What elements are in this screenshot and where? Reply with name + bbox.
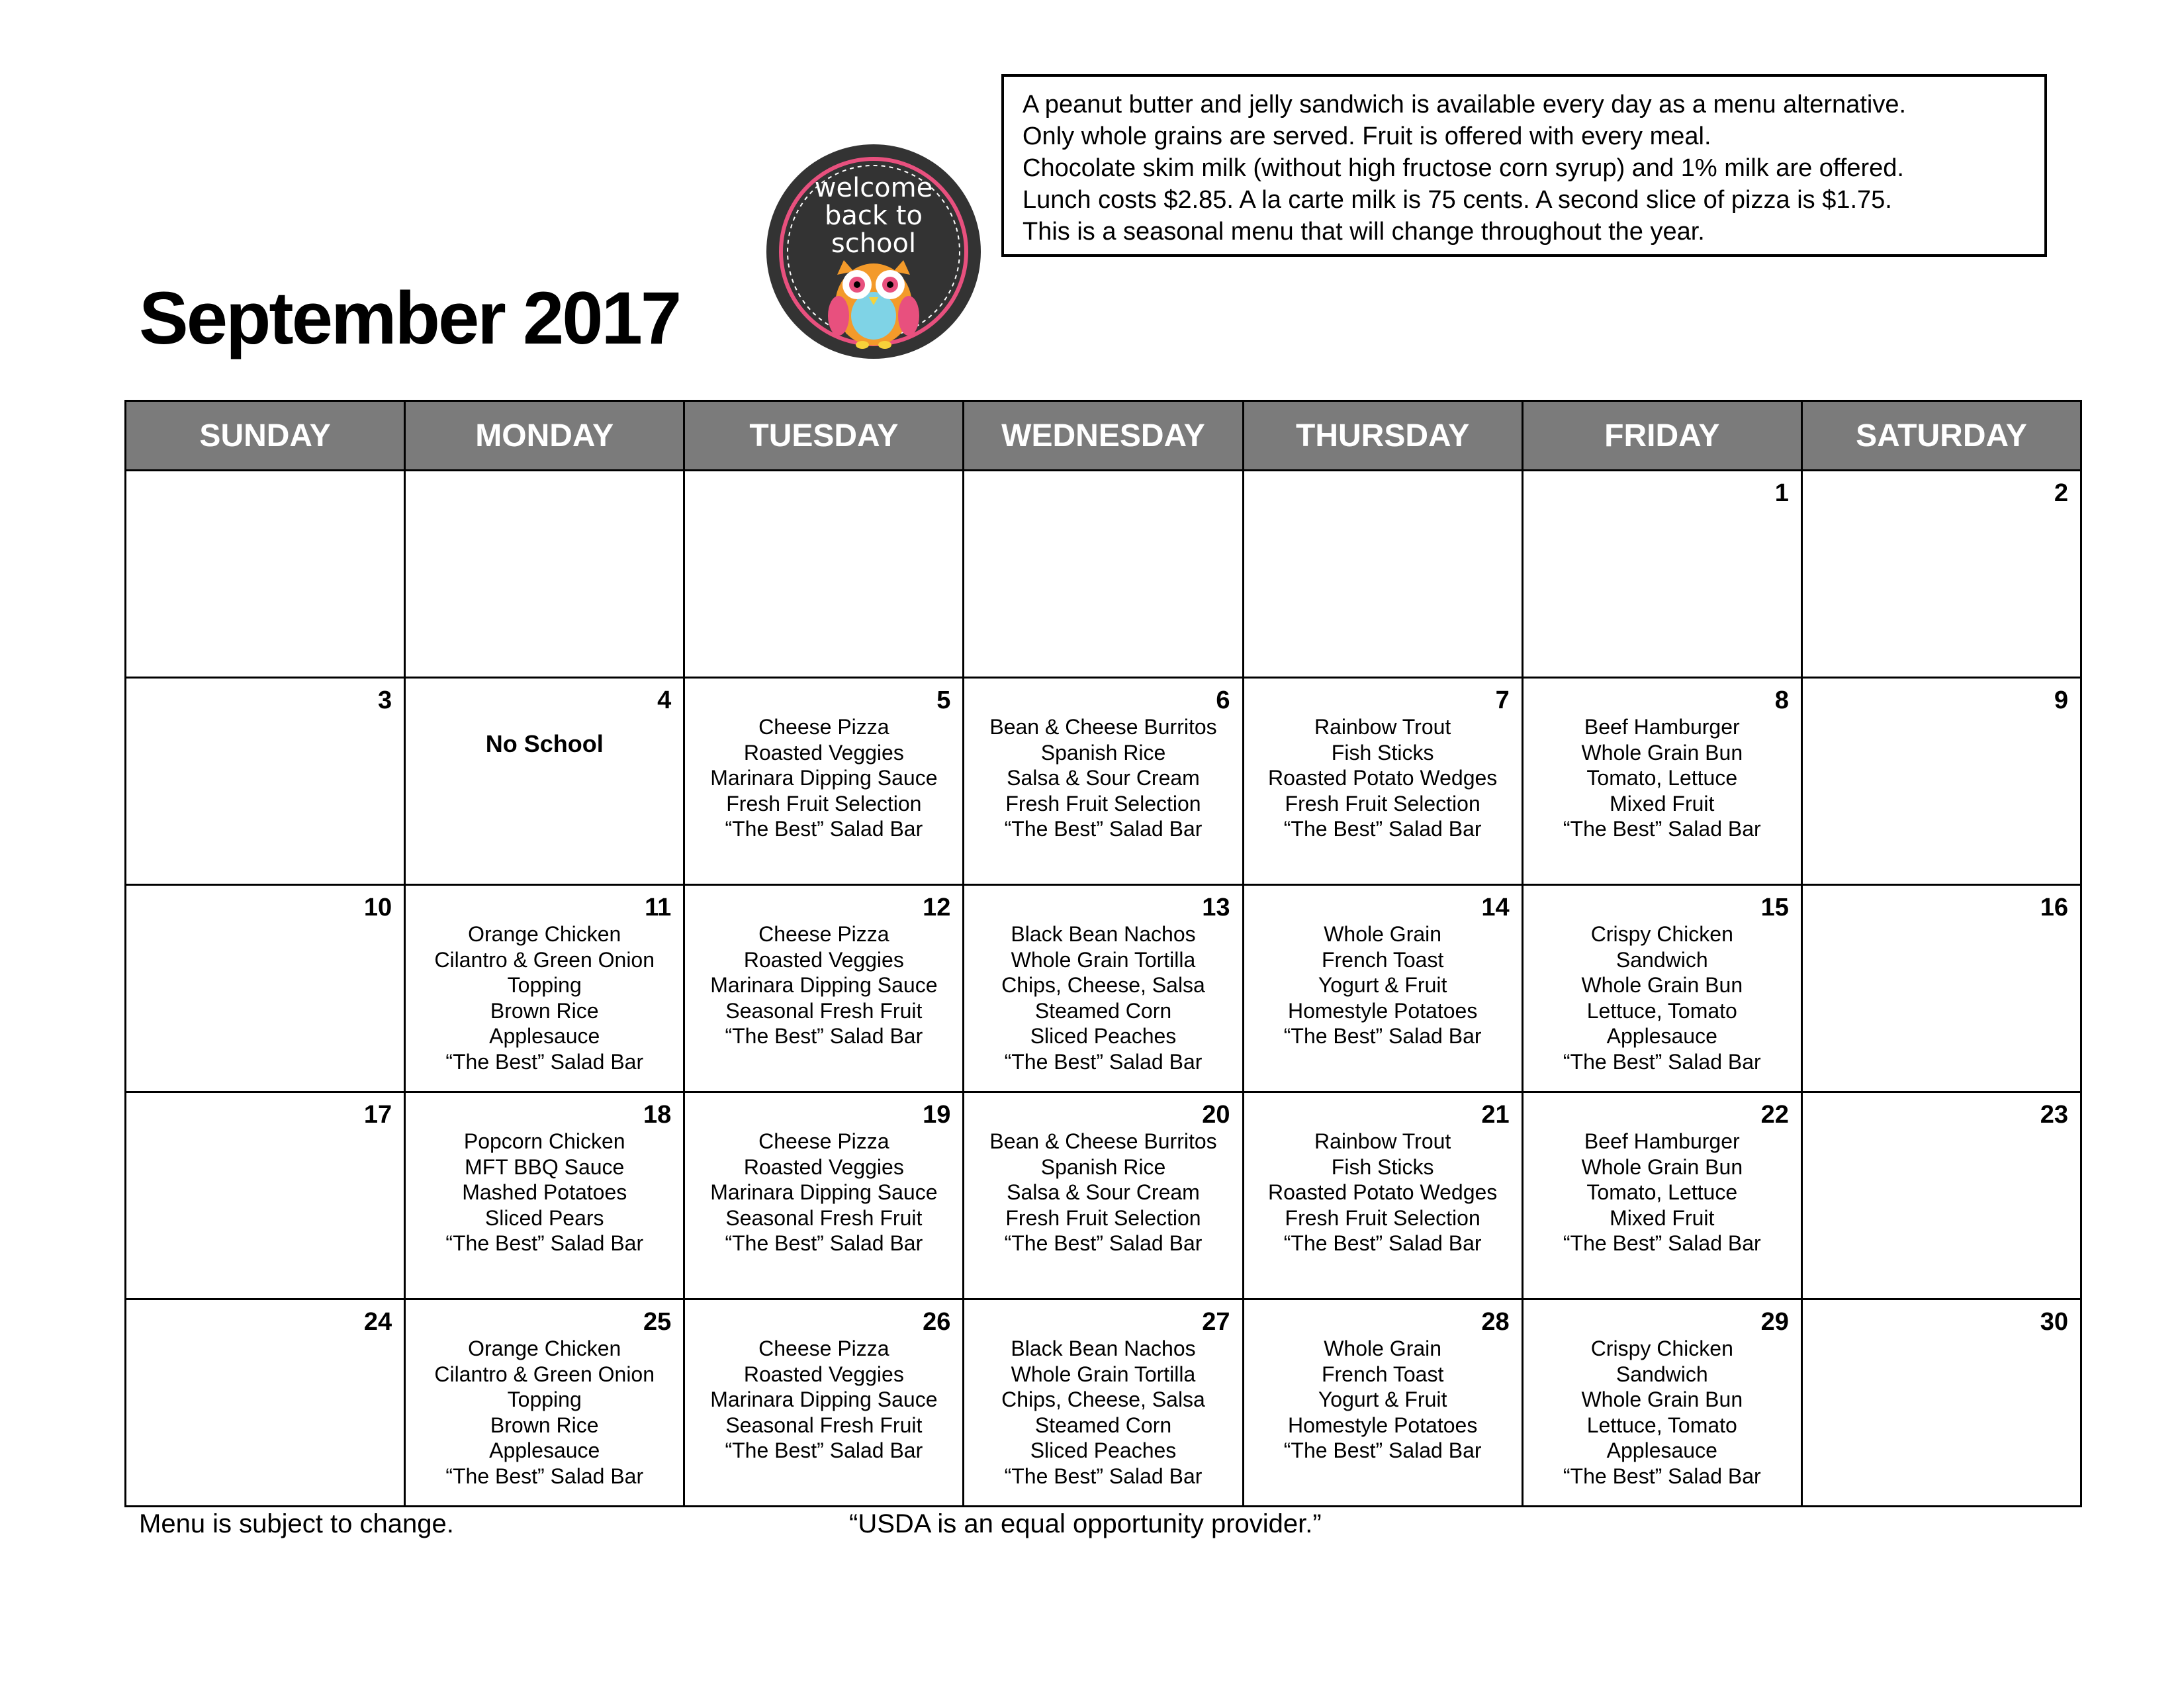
calendar-day-cell: [684, 471, 964, 678]
menu-item: “The Best” Salad Bar: [725, 1438, 923, 1462]
menu-item: Applesauce: [489, 1438, 600, 1462]
menu-item: Lettuce, Tomato: [1586, 1413, 1737, 1437]
day-number: 3: [378, 686, 392, 714]
day-number: 9: [2054, 686, 2068, 714]
weekday-header-row: [126, 401, 2081, 471]
menu-item: “The Best” Salad Bar: [1004, 817, 1203, 841]
day-number: [1244, 471, 1522, 507]
calendar-day-cell: [684, 1299, 964, 1507]
menu-item: Sandwich: [1615, 1362, 1708, 1386]
day-number: 28: [1481, 1308, 1510, 1336]
menu-item: Whole Grain Tortilla: [1011, 1362, 1196, 1386]
calendar-day-cell: [1522, 471, 1801, 678]
menu-item: Roasted Veggies: [743, 1154, 904, 1179]
calendar-day-cell: [405, 471, 684, 678]
menu-item: French Toast: [1321, 1362, 1444, 1386]
calendar-day-cell: [1801, 471, 2081, 678]
note-line: A peanut butter and jelly sandwich is available every day as a menu alternative.: [1023, 91, 1907, 118]
menu-item: Whole Grain Bun: [1581, 1387, 1743, 1411]
menu-item: Fish Sticks: [1331, 740, 1434, 765]
day-number: 19: [923, 1101, 951, 1129]
menu-item: Yogurt & Fruit: [1318, 1387, 1447, 1411]
calendar-day-cell: [1522, 1299, 1801, 1507]
calendar-grid: [124, 400, 2082, 1507]
day-number: 2: [2054, 479, 2068, 507]
calendar-day-cell: [684, 678, 964, 885]
day-number: 17: [363, 1101, 392, 1129]
menu-item: Mixed Fruit: [1610, 791, 1715, 816]
menu-item: Roasted Veggies: [743, 740, 904, 765]
menu-item: Marinara Dipping Sauce: [710, 1180, 938, 1204]
menu-item: “The Best” Salad Bar: [445, 1231, 644, 1255]
menu-item: Whole Grain: [1324, 1336, 1442, 1360]
calendar-day-cell: [964, 471, 1243, 678]
menu-item: Beef Hamburger: [1584, 1129, 1740, 1153]
day-number: 22: [1760, 1101, 1789, 1129]
day-number: 8: [1774, 686, 1789, 714]
menu-item: Tomato, Lettuce: [1586, 1180, 1738, 1204]
menu-item: Crispy Chicken: [1590, 1336, 1733, 1360]
day-number: 14: [1481, 894, 1510, 921]
day-number: 29: [1760, 1308, 1789, 1336]
menu-item: Orange Chicken: [468, 1336, 621, 1360]
day-number: 23: [2040, 1101, 2068, 1129]
day-number: 7: [1495, 686, 1510, 714]
day-number: 6: [1216, 686, 1230, 714]
calendar-day-cell: [684, 885, 964, 1092]
menu-item: Homestyle Potatoes: [1287, 1413, 1478, 1437]
menu-item: Whole Grain Bun: [1581, 973, 1743, 997]
no-school-label: No School: [485, 730, 604, 757]
menu-item: Mixed Fruit: [1610, 1205, 1715, 1230]
menu-items: [1244, 1129, 1522, 1256]
menu-item: Beef Hamburger: [1584, 715, 1740, 739]
menu-item: Bean & Cheese Burritos: [989, 715, 1217, 739]
day-number: 20: [1202, 1101, 1230, 1129]
weekday-header-wednesday: WEDNESDAY: [964, 401, 1243, 471]
menu-item: Sliced Peaches: [1030, 1024, 1177, 1048]
menu-item: Salsa & Sour Cream: [1007, 1180, 1200, 1204]
menu-item: “The Best” Salad Bar: [725, 1231, 923, 1255]
weekday-header-friday: FRIDAY: [1522, 401, 1801, 471]
calendar-day-cell: [126, 678, 405, 885]
calendar-day-cell: [126, 885, 405, 1092]
menu-item: Cilantro & Green Onion: [434, 1362, 655, 1386]
menu-items: [964, 1129, 1242, 1256]
menu-item: Topping: [507, 973, 582, 997]
menu-item: French Toast: [1321, 947, 1444, 972]
day-number: 16: [2040, 894, 2068, 921]
menu-item: Whole Grain Tortilla: [1011, 947, 1196, 972]
calendar-week-row: [126, 1092, 2081, 1299]
weekday-header-tuesday: TUESDAY: [684, 401, 964, 471]
menu-item: Whole Grain Bun: [1581, 740, 1743, 765]
menu-item: Mashed Potatoes: [462, 1180, 627, 1204]
menu-item: Roasted Potato Wedges: [1267, 766, 1498, 790]
note-line: Lunch costs $2.85. A la carte milk is 75 cents. A second slice of pizza is $1.75.: [1023, 186, 1892, 214]
menu-item: Seasonal Fresh Fruit: [725, 1413, 923, 1437]
day-number: 11: [645, 894, 672, 921]
menu-item: Crispy Chicken: [1590, 922, 1733, 946]
footer-disclaimer: Menu is subject to change.: [139, 1509, 454, 1538]
menu-item: Cheese Pizza: [758, 922, 889, 946]
menu-item: Black Bean Nachos: [1011, 1336, 1196, 1360]
menu-items: [1244, 714, 1522, 842]
menu-item: “The Best” Salad Bar: [445, 1464, 644, 1488]
day-number: 21: [1481, 1101, 1510, 1129]
badge-text-line1: welcome: [814, 173, 933, 203]
menu-item: “The Best” Salad Bar: [1563, 817, 1761, 841]
calendar-day-cell: [1801, 1092, 2081, 1299]
menu-item: Brown Rice: [490, 998, 599, 1023]
day-number: [406, 471, 683, 507]
calendar-day-cell: [1801, 885, 2081, 1092]
menu-item: “The Best” Salad Bar: [1563, 1231, 1761, 1255]
menu-item: “The Best” Salad Bar: [1283, 1438, 1482, 1462]
footer-usda-statement: “USDA is an equal opportunity provider.”: [849, 1509, 1322, 1538]
menu-items: [406, 921, 683, 1074]
menu-item: Fresh Fruit Selection: [1005, 791, 1201, 816]
calendar-day-cell: [405, 1299, 684, 1507]
menu-items: [1524, 714, 1801, 842]
menu-items: [685, 1129, 962, 1256]
menu-item: Steamed Corn: [1034, 1413, 1172, 1437]
menu-item: “The Best” Salad Bar: [725, 1024, 923, 1048]
note-line: Chocolate skim milk (without high fructose corn syrup) and 1% milk are offered.: [1023, 154, 1904, 182]
menu-item: “The Best” Salad Bar: [1283, 1024, 1482, 1048]
menu-item: Applesauce: [1606, 1438, 1717, 1462]
menu-item: Fresh Fruit Selection: [1285, 791, 1480, 816]
calendar-day-cell: [1801, 1299, 2081, 1507]
calendar-week-row: [126, 678, 2081, 885]
day-number: [126, 471, 404, 507]
calendar-day-cell: [1243, 885, 1522, 1092]
menu-item: Seasonal Fresh Fruit: [725, 1205, 923, 1230]
calendar-day-cell: [126, 1092, 405, 1299]
menu-items: [964, 714, 1242, 842]
day-number: 5: [936, 686, 951, 714]
menu-item: Popcorn Chicken: [463, 1129, 625, 1153]
menu-item: Steamed Corn: [1034, 998, 1172, 1023]
day-number: 10: [363, 894, 392, 921]
menu-item: Rainbow Trout: [1314, 715, 1451, 739]
menu-item: Sliced Pears: [484, 1205, 604, 1230]
menu-item: Roasted Veggies: [743, 947, 904, 972]
menu-item: Marinara Dipping Sauce: [710, 973, 938, 997]
calendar-day-cell: [684, 1092, 964, 1299]
day-number: 4: [657, 686, 672, 714]
menu-item: “The Best” Salad Bar: [1283, 817, 1482, 841]
menu-item: Cheese Pizza: [758, 1336, 889, 1360]
menu-items: [1524, 921, 1801, 1074]
day-number: 24: [363, 1308, 392, 1336]
day-number: [964, 471, 1242, 507]
calendar-day-cell: [1522, 1092, 1801, 1299]
menu-items: [406, 1336, 683, 1489]
menu-item: Fresh Fruit Selection: [726, 791, 922, 816]
calendar-week-row: [126, 1299, 2081, 1507]
menu-item: Marinara Dipping Sauce: [710, 1387, 938, 1411]
day-number: [685, 471, 962, 507]
calendar-day-cell: [1522, 885, 1801, 1092]
menu-item: Applesauce: [1606, 1024, 1717, 1048]
menu-item: “The Best” Salad Bar: [1004, 1464, 1203, 1488]
day-number: 18: [643, 1101, 672, 1129]
day-number: 12: [923, 894, 951, 921]
menu-item: Spanish Rice: [1040, 740, 1166, 765]
day-number: 15: [1760, 894, 1789, 921]
menu-item: Whole Grain Bun: [1581, 1154, 1743, 1179]
menu-items: [964, 921, 1242, 1074]
calendar-day-cell: [1522, 678, 1801, 885]
menu-item: Roasted Veggies: [743, 1362, 904, 1386]
day-number: 26: [923, 1308, 951, 1336]
menu-item: Orange Chicken: [468, 922, 621, 946]
menu-item: “The Best” Salad Bar: [725, 817, 923, 841]
menu-item: “The Best” Salad Bar: [1004, 1231, 1203, 1255]
day-number: 27: [1202, 1308, 1230, 1336]
menu-items: [1244, 1336, 1522, 1464]
note-line: This is a seasonal menu that will change throughout the year.: [1023, 218, 1705, 246]
menu-items: [406, 1129, 683, 1256]
menu-items: [1524, 1129, 1801, 1256]
menu-item: “The Best” Salad Bar: [1004, 1049, 1203, 1074]
menu-item: Seasonal Fresh Fruit: [725, 998, 923, 1023]
badge-text-line3: school: [831, 228, 917, 259]
menu-item: Marinara Dipping Sauce: [710, 766, 938, 790]
weekday-header-thursday: THURSDAY: [1243, 401, 1522, 471]
menu-item: Roasted Potato Wedges: [1267, 1180, 1498, 1204]
menu-items: [685, 714, 962, 842]
menu-item: Rainbow Trout: [1314, 1129, 1451, 1153]
menu-item: “The Best” Salad Bar: [1563, 1464, 1761, 1488]
menu-item: Spanish Rice: [1040, 1154, 1166, 1179]
day-number: 13: [1202, 894, 1230, 921]
calendar-day-cell: [1243, 1092, 1522, 1299]
calendar-day-cell: [405, 885, 684, 1092]
calendar-day-cell: [1801, 678, 2081, 885]
menu-item: Chips, Cheese, Salsa: [1001, 1387, 1205, 1411]
menu-items: [685, 1336, 962, 1464]
menu-item: “The Best” Salad Bar: [1563, 1049, 1761, 1074]
calendar-day-cell: [964, 885, 1243, 1092]
menu-items: [964, 1336, 1242, 1489]
calendar-day-cell: [964, 1299, 1243, 1507]
menu-item: Whole Grain: [1324, 922, 1442, 946]
menu-item: Salsa & Sour Cream: [1007, 766, 1200, 790]
calendar-week-row: [126, 885, 2081, 1092]
calendar-week-row: [126, 471, 2081, 678]
page-title: September 2017: [139, 277, 680, 359]
menu-item: “The Best” Salad Bar: [445, 1049, 644, 1074]
menu-item: Yogurt & Fruit: [1318, 973, 1447, 997]
day-number: 30: [2040, 1308, 2068, 1336]
calendar-day-cell: [1243, 1299, 1522, 1507]
menu-item: Tomato, Lettuce: [1586, 766, 1738, 790]
weekday-header-monday: MONDAY: [405, 401, 684, 471]
menu-item: Homestyle Potatoes: [1287, 998, 1478, 1023]
menu-item: Fresh Fruit Selection: [1005, 1205, 1201, 1230]
menu-item: Brown Rice: [490, 1413, 599, 1437]
menu-item: Sandwich: [1615, 947, 1708, 972]
menu-item: MFT BBQ Sauce: [465, 1154, 625, 1179]
calendar-body: [126, 471, 2081, 1507]
menu-item: Fish Sticks: [1331, 1154, 1434, 1179]
menu-item: Lettuce, Tomato: [1586, 998, 1737, 1023]
welcome-back-to-school-badge: [764, 142, 983, 361]
menu-item: Topping: [507, 1387, 582, 1411]
calendar-day-cell: [964, 678, 1243, 885]
menu-items: [685, 921, 962, 1049]
calendar-day-cell: [405, 1092, 684, 1299]
calendar-day-cell: [126, 471, 405, 678]
calendar-day-cell: [1243, 678, 1522, 885]
calendar-day-cell: [126, 1299, 405, 1507]
day-number: 1: [1774, 479, 1789, 507]
menu-item: Sliced Peaches: [1030, 1438, 1177, 1462]
menu-item: Applesauce: [489, 1024, 600, 1048]
menu-item: Cheese Pizza: [758, 715, 889, 739]
day-number: 25: [643, 1308, 672, 1336]
calendar-day-cell: [1243, 471, 1522, 678]
calendar-day-cell: [405, 678, 684, 885]
menu-item: Cilantro & Green Onion: [434, 947, 655, 972]
badge-text-line2: back to: [825, 201, 923, 231]
note-line: Only whole grains are served. Fruit is offered with every meal.: [1023, 122, 1711, 150]
weekday-header-saturday: SATURDAY: [1801, 401, 2081, 471]
menu-item: Fresh Fruit Selection: [1285, 1205, 1480, 1230]
menu-items: [1244, 921, 1522, 1049]
menu-items: [1524, 1336, 1801, 1489]
menu-item: Bean & Cheese Burritos: [989, 1129, 1217, 1153]
calendar-day-cell: [964, 1092, 1243, 1299]
menu-notes-box: [1001, 74, 2047, 257]
menu-item: Cheese Pizza: [758, 1129, 889, 1153]
menu-item: Chips, Cheese, Salsa: [1001, 973, 1205, 997]
menu-item: “The Best” Salad Bar: [1283, 1231, 1482, 1255]
menu-item: Black Bean Nachos: [1011, 922, 1196, 946]
weekday-header-sunday: SUNDAY: [126, 401, 405, 471]
